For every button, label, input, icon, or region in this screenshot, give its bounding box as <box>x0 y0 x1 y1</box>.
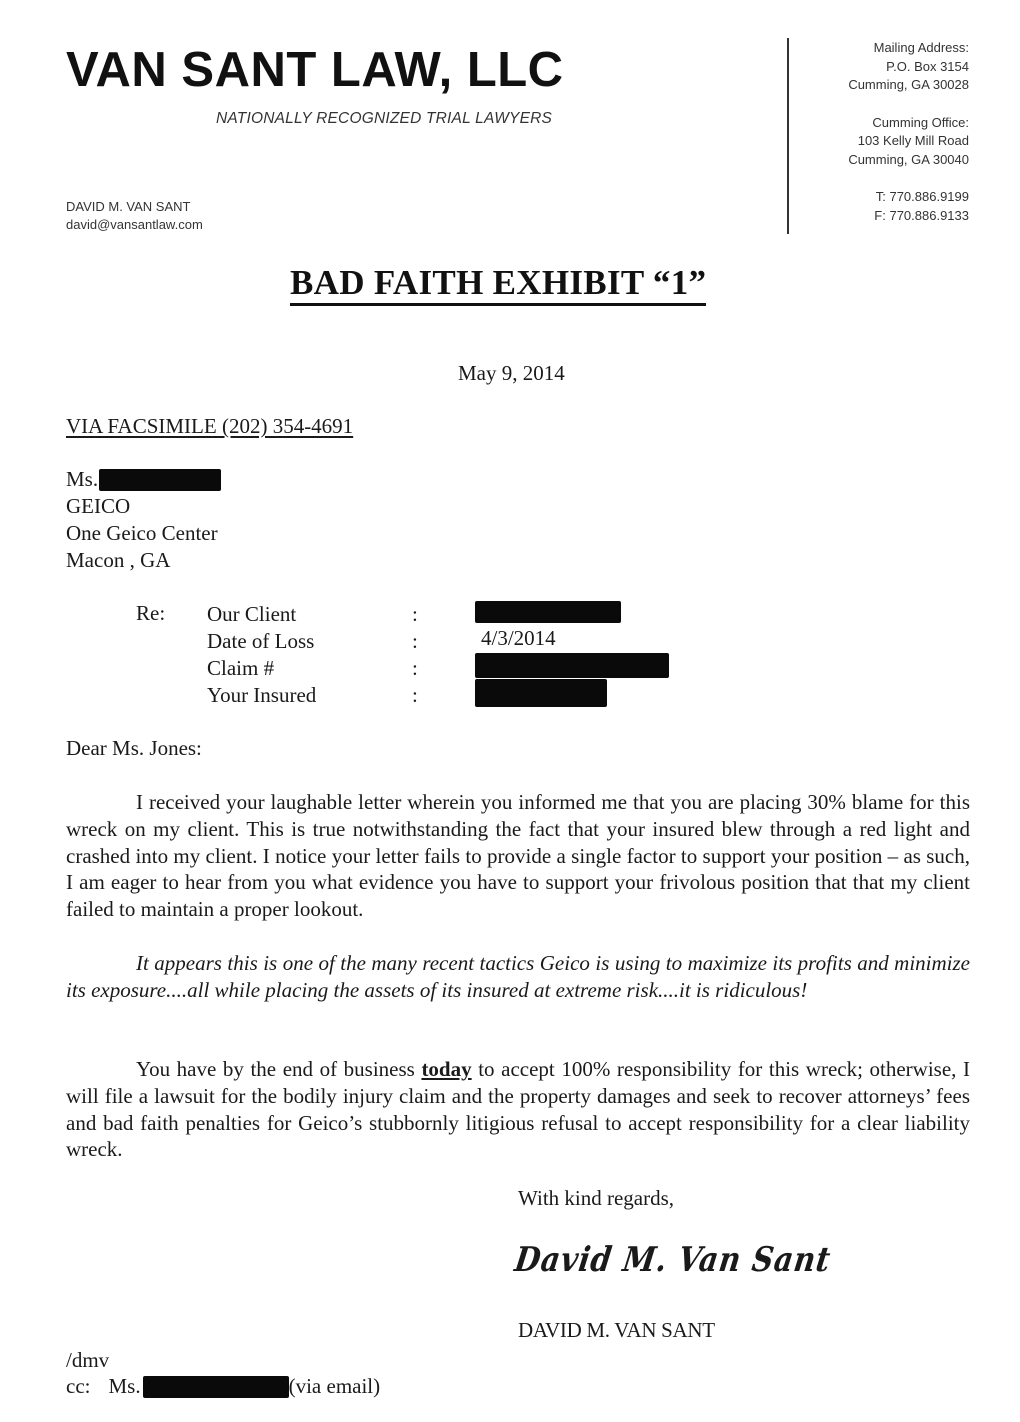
salutation: Dear Ms. Jones: <box>66 736 202 760</box>
body-paragraph-2: It appears this is one of the many recent tactics Geico is using to maximize its profits and minimize its exposure....all while placing the assets of its insured at extreme risk....it is ridiculous! <box>66 951 970 1002</box>
mailing-address <box>848 39 969 95</box>
office-address-line2: Cumming, GA 30040 <box>848 151 969 167</box>
cc-line <box>66 1374 380 1399</box>
typist-initials: /dmv <box>66 1348 110 1372</box>
recipient-prefix: Ms. <box>66 467 99 491</box>
emphasis-today: today <box>421 1057 472 1081</box>
redaction-bar <box>475 653 669 678</box>
paragraph-text: to accept 100% responsibility for this wreck; otherwise, I will file a lawsuit for the bodily injury claim and the property damages and seek to recover attorneys’ fees and bad faith penalties for Geico’s stubbornly litigious refusal to accept responsibility for a clear liability wreck. <box>66 1057 970 1162</box>
cc-label: cc: <box>66 1374 91 1398</box>
reference-separators <box>412 601 418 709</box>
contact-numbers <box>848 188 969 225</box>
reference-value-claim <box>475 652 669 679</box>
attorney-email: david@vansantlaw.com <box>66 217 203 232</box>
firm-tagline: NATIONALLY RECOGNIZED TRIAL LAWYERS <box>216 110 553 127</box>
reference-label-date-of-loss: Date of Loss <box>207 629 315 653</box>
reference-value-client <box>475 598 669 625</box>
reference-label-client: Our Client <box>207 602 297 626</box>
redaction-bar <box>475 679 607 707</box>
attorney-name: DAVID M. VAN SANT <box>66 199 191 214</box>
reference-label-claim: Claim # <box>207 656 275 680</box>
phone-number: T: 770.886.9199 <box>875 189 969 204</box>
re-label: Re: <box>136 601 166 625</box>
office-address <box>848 114 969 170</box>
mailing-address-label: Mailing Address: <box>873 40 969 55</box>
recipient-address-line2: Macon , GA <box>66 548 171 572</box>
mailing-address-line2: Cumming, GA 30028 <box>848 77 969 92</box>
cc-suffix: (via email) <box>288 1374 381 1398</box>
letter-date: May 9, 2014 <box>458 361 565 385</box>
reference-labels <box>207 601 316 709</box>
office-address-label: Cumming Office: <box>872 114 969 130</box>
recipient-address-line1: One Geico Center <box>66 521 218 545</box>
recipient-name-line <box>66 466 221 493</box>
office-address-line1: 103 Kelly Mill Road <box>857 133 969 148</box>
firm-address-block <box>848 39 969 225</box>
mailing-address-line1: P.O. Box 3154 <box>886 58 969 74</box>
body-paragraph-3 <box>66 1056 970 1163</box>
attorney-info <box>66 198 203 234</box>
separator: : <box>412 656 418 680</box>
redaction-bar <box>475 601 621 623</box>
fax-number: F: 770.886.9133 <box>874 207 969 223</box>
body-paragraph-1: I received your laughable letter wherein you informed me that you are placing 30% blame for this wreck on my client. This is true notwithstanding the fact that your insured blew through a red light and crashed into my client. I notice your letter fails to provide a single factor to support your position – as such, I am eager to hear from you what evidence you have to support your frivolous position that that my client failed to maintain a proper lookout. <box>66 790 970 922</box>
separator: : <box>412 629 418 653</box>
closing: With kind regards, <box>518 1186 675 1210</box>
reference-values <box>475 598 669 706</box>
signer-name: DAVID M. VAN SANT <box>518 1318 715 1342</box>
separator: : <box>412 602 418 626</box>
cc-prefix: Ms. <box>108 1374 141 1398</box>
recipient-company: GEICO <box>66 494 131 518</box>
recipient-address <box>66 466 221 574</box>
redaction-bar <box>99 469 221 491</box>
letterhead-divider <box>787 38 789 234</box>
separator: : <box>412 683 418 707</box>
date-of-loss-value: 4/3/2014 <box>481 626 556 650</box>
firm-name: VAN SANT LAW, LLC <box>66 43 564 97</box>
reference-value-insured <box>475 679 669 706</box>
signature: David M. Van Sant <box>512 1240 834 1280</box>
delivery-method: VIA FACSIMILE (202) 354-4691 <box>66 414 354 438</box>
exhibit-title: BAD FAITH EXHIBIT “1” <box>290 263 706 306</box>
redaction-bar <box>143 1376 289 1398</box>
paragraph-text: You have by the end of business <box>136 1057 422 1081</box>
reference-value-date-of-loss <box>475 625 669 652</box>
reference-label-insured: Your Insured <box>207 683 317 707</box>
